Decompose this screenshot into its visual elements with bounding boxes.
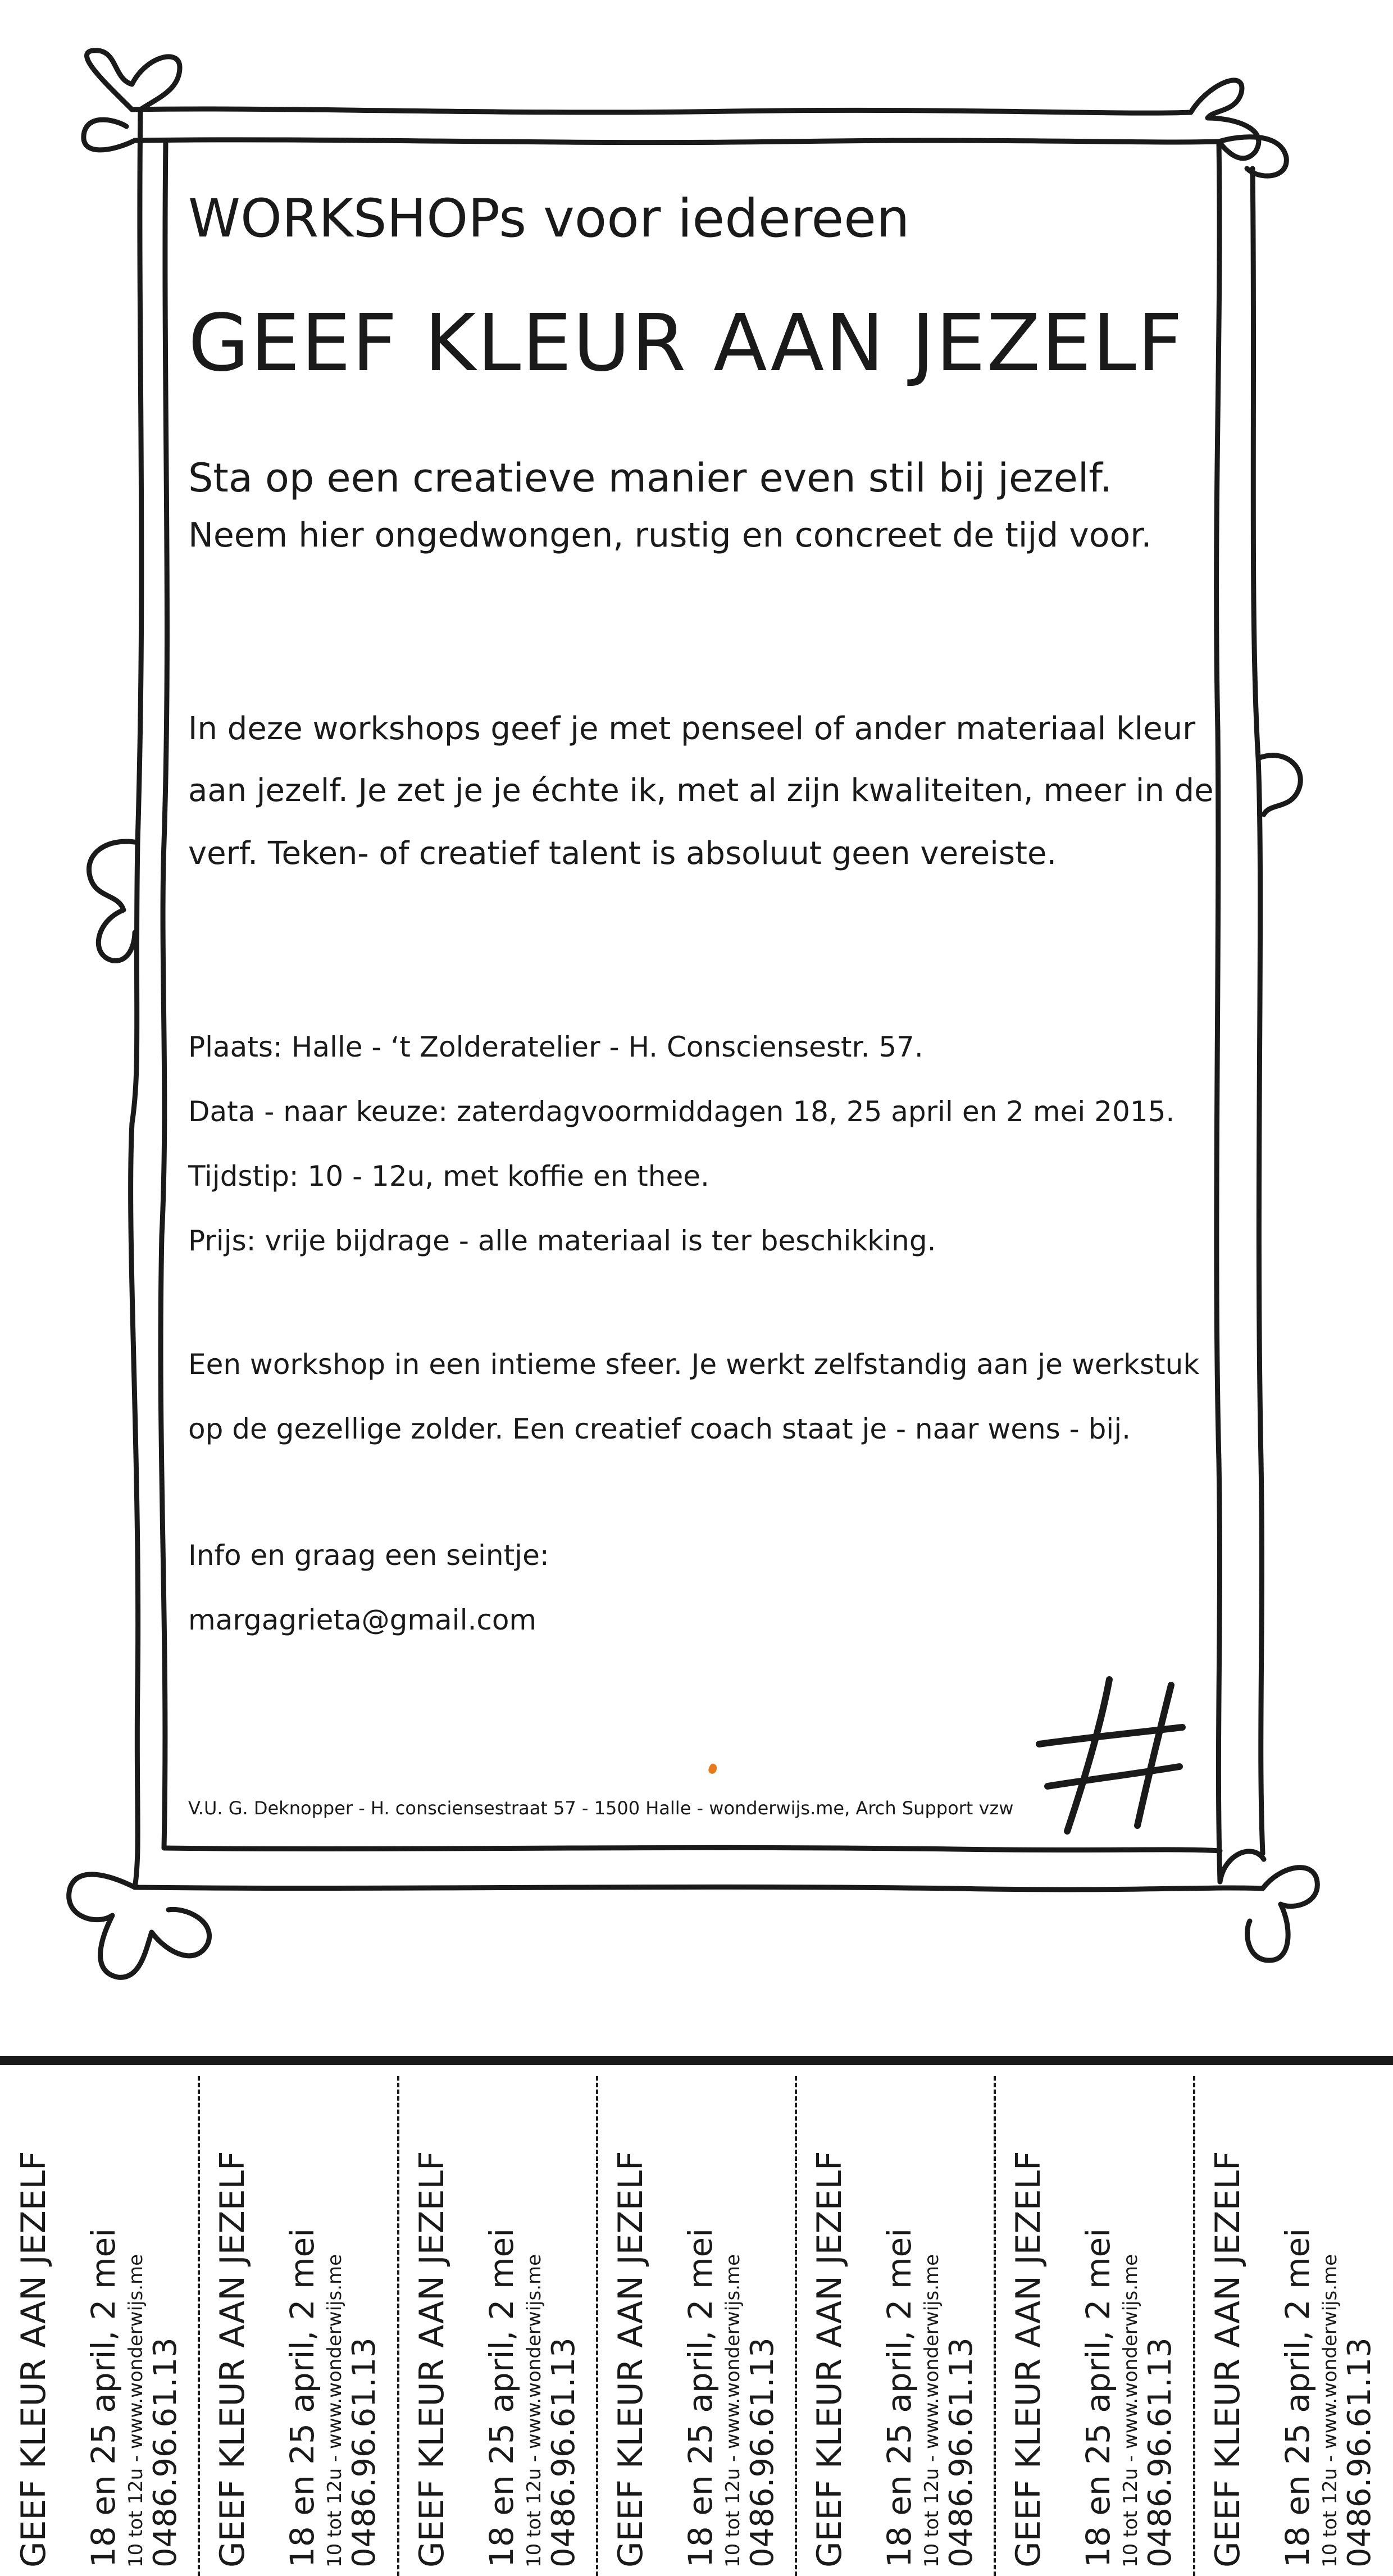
tab-cut-line [795,2076,797,2576]
tab-cut-line [596,2076,598,2576]
tear-off-tab[interactable] [995,2065,1194,2574]
tab-title: GEEF KLEUR AAN JEZELF [611,2151,650,2568]
tear-off-strip [0,2065,1393,2574]
tab-time-site: 10 tot 12u - www.wonderwijs.me [125,2254,147,2568]
tab-phone: 0486.96.61.13 [1142,2337,1179,2568]
tab-title: GEEF KLEUR AAN JEZELF [412,2151,452,2568]
tab-dates: 18 en 25 april, 2 mei [283,2228,322,2568]
tab-cut-line [397,2076,399,2576]
tab-title: GEEF KLEUR AAN JEZELF [14,2151,53,2568]
tab-time-site: 10 tot 12u - www.wonderwijs.me [1318,2254,1341,2568]
tab-cut-line [198,2076,200,2576]
intro-line: In deze workshops geef je met penseel of ander materiaal kleur [188,711,1196,747]
tab-dates: 18 en 25 april, 2 mei [681,2228,720,2568]
publisher-footer: V.U. G. Deknopper - H. consciensestraat 57 - 1500 Halle - wonderwijs.me, Arch Support vzw [188,1797,1014,1819]
tear-off-tab[interactable] [597,2065,796,2574]
tab-time-site: 10 tot 12u - www.wonderwijs.me [324,2254,347,2568]
tab-cut-line [994,2076,996,2576]
poster-title: GEEF KLEUR AAN JEZELF [188,298,1184,389]
tab-title: GEEF KLEUR AAN JEZELF [810,2151,850,2568]
intro-line: verf. Teken- of creatief talent is absoluut geen vereiste. [188,835,1057,872]
hash-symbol-icon [1034,1674,1191,1837]
tab-dates: 18 en 25 april, 2 mei [84,2228,122,2568]
atmosphere-line: op de gezellige zolder. Een creatief coach staat je - naar wens - bij. [188,1413,1131,1445]
tab-cut-line [1193,2076,1195,2576]
tab-dates: 18 en 25 april, 2 mei [880,2228,919,2568]
tab-dates: 18 en 25 april, 2 mei [482,2228,521,2568]
tab-phone: 0486.96.61.13 [346,2337,383,2568]
tab-time-site: 10 tot 12u - www.wonderwijs.me [721,2254,744,2568]
detail-dates: Data - naar keuze: zaterdagvoormiddagen 18, 25 april en 2 mei 2015. [188,1095,1175,1128]
info-label: Info en graag een seintje: [188,1539,549,1572]
detail-time: Tijdstip: 10 - 12u, met koffie en thee. [188,1160,709,1193]
tab-phone: 0486.96.61.13 [147,2337,184,2568]
tab-phone: 0486.96.61.13 [943,2337,980,2568]
intro-line: aan jezelf. Je zet je je échte ik, met al zijn kwaliteiten, meer in de [188,772,1214,809]
tear-off-tab[interactable] [0,2065,199,2574]
tab-title: GEEF KLEUR AAN JEZELF [1009,2151,1049,2568]
tab-time-site: 10 tot 12u - www.wonderwijs.me [522,2254,545,2568]
detail-price: Prijs: vrije bijdrage - alle materiaal is ter beschikking. [188,1225,936,1257]
tear-off-tab[interactable] [796,2065,995,2574]
tab-dates: 18 en 25 april, 2 mei [1278,2228,1317,2568]
tear-off-tab[interactable] [398,2065,597,2574]
lead-line-1: Sta op een creatieve manier even stil bij jezelf. [188,455,1113,501]
tab-phone: 0486.96.61.13 [1341,2337,1378,2568]
tab-time-site: 10 tot 12u - www.wonderwijs.me [921,2254,944,2568]
tab-title: GEEF KLEUR AAN JEZELF [213,2151,253,2568]
tear-off-tab[interactable] [1194,2065,1393,2574]
tab-time-site: 10 tot 12u - www.wonderwijs.me [1119,2254,1142,2568]
tab-title: GEEF KLEUR AAN JEZELF [1208,2151,1248,2568]
tab-phone: 0486.96.61.13 [744,2337,781,2568]
lead-line-2: Neem hier ongedwongen, rustig en concreet de tijd voor. [188,516,1152,555]
poster-kicker: WORKSHOPs voor iedereen [188,188,910,249]
contact-email[interactable]: margagrieta@gmail.com [188,1604,537,1636]
tab-dates: 18 en 25 april, 2 mei [1079,2228,1118,2568]
atmosphere-line: Een workshop in een intieme sfeer. Je werkt zelfstandig aan je werkstuk [188,1348,1200,1381]
tear-off-tab[interactable] [199,2065,398,2574]
tab-phone: 0486.96.61.13 [545,2337,582,2568]
detail-location: Plaats: Halle - ‘t Zolderatelier - H. Consciensestr. 57. [188,1031,923,1063]
tear-off-divider [0,2056,1393,2065]
